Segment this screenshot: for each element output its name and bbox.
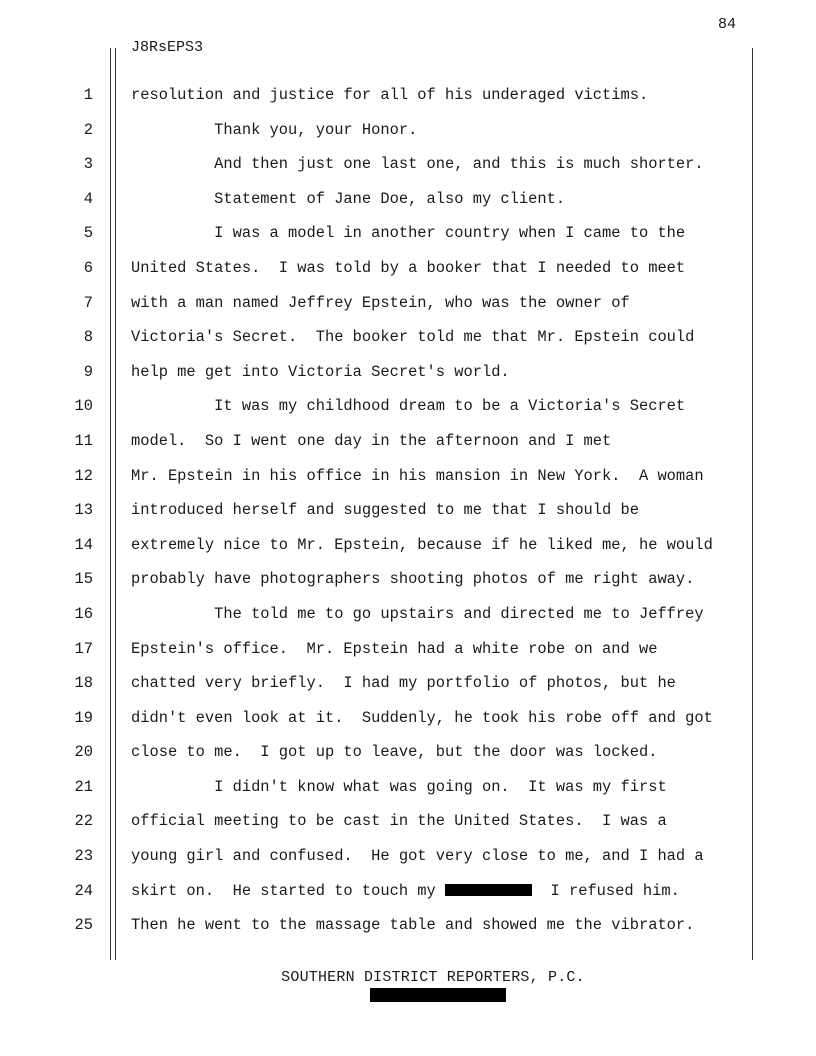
line-number: 23 — [74, 847, 93, 866]
line-number: 7 — [83, 293, 93, 312]
line-text: It was my childhood dream to be a Victoria's Secret — [131, 397, 686, 416]
case-id: J8RsEPS3 — [131, 39, 204, 56]
line-number: 3 — [83, 155, 93, 174]
line-text-after-redaction: I refused him. — [532, 881, 680, 900]
footer-reporter: SOUTHERN DISTRICT REPORTERS, P.C. — [281, 969, 585, 986]
transcript-line-18 — [0, 666, 816, 701]
line-number: 13 — [74, 501, 93, 520]
line-text — [131, 874, 680, 909]
transcript-line-21 — [0, 770, 816, 805]
line-text: chatted very briefly. I had my portfolio of photos, but he — [131, 674, 676, 693]
line-number: 24 — [74, 881, 93, 900]
line-number: 22 — [74, 812, 93, 831]
transcript-line-9 — [0, 355, 816, 390]
transcript-line-23 — [0, 839, 816, 874]
transcript-line-7 — [0, 286, 816, 321]
line-text-before-redaction: skirt on. He started to touch my — [131, 881, 446, 900]
transcript-line-4 — [0, 182, 816, 217]
line-number: 4 — [83, 189, 93, 208]
transcript-line-1 — [0, 78, 816, 113]
line-text: official meeting to be cast in the United States. I was a — [131, 812, 667, 831]
line-text: The told me to go upstairs and directed me to Jeffrey — [131, 604, 704, 623]
line-number: 10 — [74, 397, 93, 416]
transcript-line-22 — [0, 804, 816, 839]
line-number: 1 — [83, 86, 93, 104]
line-number: 2 — [83, 120, 93, 139]
transcript-line-6 — [0, 251, 816, 286]
footer-redaction-block — [370, 988, 506, 1002]
line-number: 18 — [74, 674, 93, 693]
transcript-line-19 — [0, 701, 816, 736]
line-number: 14 — [74, 535, 93, 554]
transcript-line-24 — [0, 874, 816, 909]
line-number: 8 — [83, 328, 93, 347]
transcript-line-3 — [0, 147, 816, 182]
line-text: introduced herself and suggested to me that I should be — [131, 501, 639, 520]
transcript-line-16 — [0, 597, 816, 632]
transcript-line-8 — [0, 320, 816, 355]
transcript-line-10 — [0, 389, 816, 424]
line-text: young girl and confused. He got very close to me, and I had a — [131, 847, 704, 866]
transcript-line-15 — [0, 562, 816, 597]
line-text: Then he went to the massage table and showed me the vibrator. — [131, 916, 695, 935]
line-text: help me get into Victoria Secret's world. — [131, 362, 510, 381]
line-number: 12 — [74, 466, 93, 485]
transcript-line-11 — [0, 424, 816, 459]
line-text: Statement of Jane Doe, also my client. — [131, 189, 566, 208]
line-number: 21 — [74, 777, 93, 796]
line-text: And then just one last one, and this is much shorter. — [131, 155, 704, 174]
line-text: model. So I went one day in the afternoon and I met — [131, 431, 612, 450]
line-text: I was a model in another country when I came to the — [131, 224, 686, 243]
line-text: with a man named Jeffrey Epstein, who was the owner of — [131, 293, 630, 312]
line-number: 6 — [83, 258, 93, 277]
line-text: didn't even look at it. Suddenly, he took his robe off and got — [131, 708, 713, 727]
line-number: 11 — [74, 431, 93, 450]
redaction-block — [445, 884, 532, 896]
line-text: I didn't know what was going on. It was my first — [131, 777, 667, 796]
transcript-line-12 — [0, 459, 816, 494]
line-number: 25 — [74, 916, 93, 935]
transcript-line-5 — [0, 216, 816, 251]
transcript-line-17 — [0, 632, 816, 667]
transcript-line-14 — [0, 528, 816, 563]
line-number: 9 — [83, 362, 93, 381]
line-text: Thank you, your Honor. — [131, 120, 418, 139]
line-number: 20 — [74, 743, 93, 762]
line-number: 17 — [74, 639, 93, 658]
line-text: extremely nice to Mr. Epstein, because if he liked me, he would — [131, 535, 713, 554]
line-text: Epstein's office. Mr. Epstein had a white robe on and we — [131, 639, 658, 658]
line-text: Mr. Epstein in his office in his mansion in New York. A woman — [131, 466, 704, 485]
line-number: 5 — [83, 224, 93, 243]
line-text: close to me. I got up to leave, but the door was locked. — [131, 743, 658, 762]
transcript-lines — [0, 78, 816, 943]
line-number: 15 — [74, 570, 93, 589]
transcript-line-13 — [0, 493, 816, 528]
line-text: resolution and justice for all of his underaged victims. — [131, 86, 649, 104]
transcript-line-25 — [0, 908, 816, 943]
line-text: Victoria's Secret. The booker told me that Mr. Epstein could — [131, 328, 695, 347]
page-number: 84 — [718, 16, 737, 33]
line-number: 16 — [74, 604, 93, 623]
line-text: probably have photographers shooting photos of me right away. — [131, 570, 695, 589]
line-text: United States. I was told by a booker that I needed to meet — [131, 258, 686, 277]
line-number: 19 — [74, 708, 93, 727]
transcript-line-2 — [0, 113, 816, 148]
transcript-line-20 — [0, 735, 816, 770]
